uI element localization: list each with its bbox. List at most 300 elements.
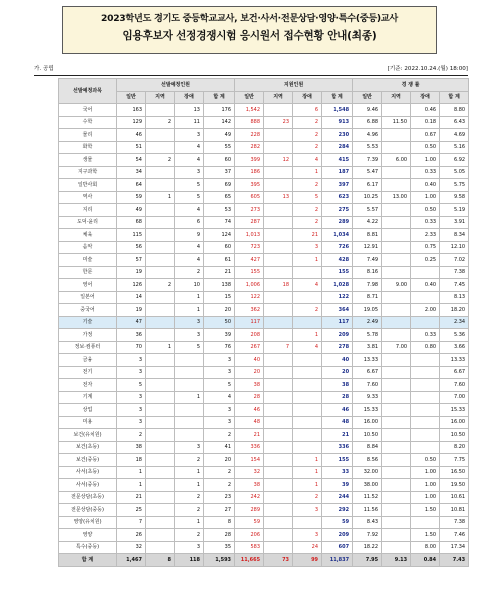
applicants-general-cell: 289 xyxy=(235,504,264,517)
ratio-disability-cell xyxy=(411,366,440,379)
planned-regional-cell: 8 xyxy=(146,554,175,567)
applicants-general-cell: 336 xyxy=(235,441,264,454)
applicants-total-cell: 117 xyxy=(322,316,353,329)
applicants-general-cell: 117 xyxy=(235,316,264,329)
applicants-general-cell: 28 xyxy=(235,391,264,404)
ratio-total-cell: 6.92 xyxy=(440,154,469,167)
subject-cell: 수학 xyxy=(59,116,117,129)
applicants-regional-cell: 23 xyxy=(264,116,293,129)
ratio-total-cell: 7.75 xyxy=(440,454,469,467)
applicants-regional-cell xyxy=(264,454,293,467)
ratio-general-cell: 8.81 xyxy=(353,229,382,242)
applicants-total-cell: 913 xyxy=(322,116,353,129)
header-general: 일반 xyxy=(235,91,264,104)
ratio-general-cell: 13.33 xyxy=(353,354,382,367)
ratio-total-cell: 8.34 xyxy=(440,229,469,242)
planned-total-cell: 61 xyxy=(204,254,235,267)
applicants-total-cell: 275 xyxy=(322,204,353,217)
applicants-regional-cell xyxy=(264,379,293,392)
meta-row xyxy=(34,64,468,74)
planned-disability-cell: 1 xyxy=(175,516,204,529)
ratio-regional-cell xyxy=(382,391,411,404)
applicants-disability-cell: 2 xyxy=(293,304,322,317)
table-row xyxy=(59,416,469,429)
planned-disability-cell: 2 xyxy=(175,266,204,279)
planned-total-cell: 23 xyxy=(204,491,235,504)
ratio-regional-cell xyxy=(382,416,411,429)
applicants-total-cell: 46 xyxy=(322,404,353,417)
table-row xyxy=(59,366,469,379)
ratio-regional-cell: 13.00 xyxy=(382,191,411,204)
table-row xyxy=(59,479,469,492)
ratio-regional-cell xyxy=(382,491,411,504)
header-disability: 장애 xyxy=(175,91,204,104)
table-row xyxy=(59,204,469,217)
table-body xyxy=(59,104,469,567)
planned-regional-cell: 1 xyxy=(146,341,175,354)
subject-cell: 물리 xyxy=(59,129,117,142)
planned-general-cell: 56 xyxy=(117,241,146,254)
ratio-general-cell: 6.17 xyxy=(353,179,382,192)
applicants-total-cell: 38 xyxy=(322,379,353,392)
ratio-general-cell: 7.60 xyxy=(353,379,382,392)
ratio-total-cell: 7.60 xyxy=(440,379,469,392)
applicants-total-cell: 40 xyxy=(322,354,353,367)
header-total: 합 계 xyxy=(440,91,469,104)
ratio-total-cell: 18.20 xyxy=(440,304,469,317)
planned-regional-cell xyxy=(146,254,175,267)
applicants-total-cell: 59 xyxy=(322,516,353,529)
ratio-total-cell: 7.38 xyxy=(440,516,469,529)
applicants-disability-cell: 21 xyxy=(293,229,322,242)
planned-disability-cell xyxy=(175,354,204,367)
planned-regional-cell xyxy=(146,516,175,529)
planned-total-cell: 5 xyxy=(204,379,235,392)
planned-regional-cell xyxy=(146,504,175,517)
subject-cell: 금융 xyxy=(59,354,117,367)
ratio-disability-cell: 1.50 xyxy=(411,504,440,517)
ratio-total-cell: 7.38 xyxy=(440,266,469,279)
ratio-general-cell: 5.78 xyxy=(353,329,382,342)
applicants-general-cell: 888 xyxy=(235,116,264,129)
applicants-regional-cell xyxy=(264,329,293,342)
planned-disability-cell: 13 xyxy=(175,104,204,117)
ratio-general-cell: 16.00 xyxy=(353,416,382,429)
subject-cell: 전문상담(초등) xyxy=(59,491,117,504)
ratio-total-cell: 7.46 xyxy=(440,529,469,542)
planned-total-cell: 20 xyxy=(204,304,235,317)
planned-general-cell: 26 xyxy=(117,529,146,542)
applicants-total-cell: 155 xyxy=(322,454,353,467)
table-row xyxy=(59,541,469,554)
ratio-disability-cell: 0.40 xyxy=(411,279,440,292)
planned-general-cell: 36 xyxy=(117,329,146,342)
planned-disability-cell: 9 xyxy=(175,229,204,242)
ratio-regional-cell xyxy=(382,104,411,117)
ratio-disability-cell: 0.80 xyxy=(411,341,440,354)
subject-cell: 합 계 xyxy=(59,554,117,567)
subject-cell: 보건(중등) xyxy=(59,454,117,467)
planned-disability-cell: 5 xyxy=(175,191,204,204)
applicants-regional-cell xyxy=(264,304,293,317)
table-row xyxy=(59,216,469,229)
header-disability: 장애 xyxy=(293,91,322,104)
applicants-general-cell: 48 xyxy=(235,416,264,429)
ratio-disability-cell: 0.75 xyxy=(411,241,440,254)
ratio-regional-cell xyxy=(382,254,411,267)
table-row xyxy=(59,191,469,204)
ratio-regional-cell xyxy=(382,129,411,142)
applicants-disability-cell: 5 xyxy=(293,191,322,204)
ratio-general-cell: 9.46 xyxy=(353,104,382,117)
planned-general-cell: 3 xyxy=(117,354,146,367)
planned-general-cell: 57 xyxy=(117,254,146,267)
applicants-disability-cell: 2 xyxy=(293,491,322,504)
planned-regional-cell xyxy=(146,454,175,467)
planned-total-cell: 3 xyxy=(204,354,235,367)
applicants-regional-cell xyxy=(264,179,293,192)
planned-disability-cell: 3 xyxy=(175,316,204,329)
planned-total-cell: 60 xyxy=(204,154,235,167)
applicants-regional-cell xyxy=(264,141,293,154)
planned-general-cell: 5 xyxy=(117,379,146,392)
applicants-total-cell: 292 xyxy=(322,504,353,517)
applicants-disability-cell: 1 xyxy=(293,254,322,267)
planned-disability-cell: 4 xyxy=(175,254,204,267)
planned-regional-cell xyxy=(146,241,175,254)
planned-general-cell: 1 xyxy=(117,466,146,479)
ratio-regional-cell xyxy=(382,304,411,317)
ratio-disability-cell xyxy=(411,291,440,304)
planned-general-cell: 47 xyxy=(117,316,146,329)
table-row xyxy=(59,404,469,417)
applicants-total-cell: 20 xyxy=(322,366,353,379)
applicants-total-cell: 284 xyxy=(322,141,353,154)
ratio-general-cell: 3.81 xyxy=(353,341,382,354)
applicants-total-cell: 607 xyxy=(322,541,353,554)
table-row xyxy=(59,304,469,317)
ratio-disability-cell: 1.00 xyxy=(411,479,440,492)
planned-general-cell: 49 xyxy=(117,204,146,217)
subject-cell: 상업 xyxy=(59,404,117,417)
divider xyxy=(34,75,468,76)
planned-total-cell: 39 xyxy=(204,329,235,342)
planned-general-cell: 7 xyxy=(117,516,146,529)
applicants-general-cell: 1,542 xyxy=(235,104,264,117)
ratio-general-cell: 4.96 xyxy=(353,129,382,142)
ratio-disability-cell: 0.67 xyxy=(411,129,440,142)
ratio-general-cell: 5.47 xyxy=(353,166,382,179)
planned-regional-cell xyxy=(146,366,175,379)
planned-regional-cell: 1 xyxy=(146,191,175,204)
planned-disability-cell: 3 xyxy=(175,129,204,142)
ratio-disability-cell xyxy=(411,379,440,392)
applicants-general-cell: 206 xyxy=(235,529,264,542)
subject-cell: 보건(유치원) xyxy=(59,429,117,442)
applicants-regional-cell xyxy=(264,254,293,267)
subject-cell: 기계 xyxy=(59,391,117,404)
ratio-general-cell: 7.95 xyxy=(353,554,382,567)
ratio-regional-cell xyxy=(382,329,411,342)
applicants-regional-cell xyxy=(264,266,293,279)
subject-cell: 음악 xyxy=(59,241,117,254)
ratio-disability-cell: 0.50 xyxy=(411,454,440,467)
planned-general-cell: 163 xyxy=(117,104,146,117)
applicants-total-cell: 278 xyxy=(322,341,353,354)
planned-disability-cell: 2 xyxy=(175,491,204,504)
applicants-regional-cell: 13 xyxy=(264,191,293,204)
planned-disability-cell: 4 xyxy=(175,241,204,254)
planned-regional-cell xyxy=(146,266,175,279)
applicants-disability-cell xyxy=(293,266,322,279)
planned-general-cell: 59 xyxy=(117,191,146,204)
planned-total-cell: 41 xyxy=(204,441,235,454)
ratio-total-cell: 8.80 xyxy=(440,104,469,117)
title-box xyxy=(62,6,437,54)
planned-total-cell: 3 xyxy=(204,416,235,429)
ratio-disability-cell: 0.33 xyxy=(411,329,440,342)
applicants-total-cell: 33 xyxy=(322,466,353,479)
planned-regional-cell xyxy=(146,404,175,417)
ratio-disability-cell xyxy=(411,354,440,367)
table-row xyxy=(59,141,469,154)
applicants-disability-cell: 1 xyxy=(293,466,322,479)
total-row xyxy=(59,554,469,567)
subject-cell: 일반사회 xyxy=(59,179,117,192)
applicants-disability-cell xyxy=(293,516,322,529)
header-regional: 지역 xyxy=(264,91,293,104)
planned-total-cell: 37 xyxy=(204,166,235,179)
ratio-disability-cell: 1.50 xyxy=(411,529,440,542)
ratio-regional-cell xyxy=(382,366,411,379)
planned-regional-cell xyxy=(146,479,175,492)
ratio-total-cell: 8.20 xyxy=(440,441,469,454)
table-row xyxy=(59,129,469,142)
section-label: 가. 공립 xyxy=(34,66,54,72)
applicants-regional-cell xyxy=(264,354,293,367)
applicants-regional-cell xyxy=(264,466,293,479)
ratio-total-cell: 6.67 xyxy=(440,366,469,379)
ratio-regional-cell xyxy=(382,404,411,417)
applicants-disability-cell xyxy=(293,379,322,392)
planned-total-cell: 2 xyxy=(204,429,235,442)
planned-regional-cell xyxy=(146,541,175,554)
ratio-regional-cell: 7.00 xyxy=(382,341,411,354)
ratio-total-cell: 10.61 xyxy=(440,491,469,504)
applicants-general-cell: 11,665 xyxy=(235,554,264,567)
ratio-total-cell: 5.16 xyxy=(440,141,469,154)
applicants-general-cell: 273 xyxy=(235,204,264,217)
applicants-general-cell: 59 xyxy=(235,516,264,529)
applicants-disability-cell: 4 xyxy=(293,341,322,354)
applicants-regional-cell xyxy=(264,216,293,229)
planned-regional-cell xyxy=(146,204,175,217)
planned-regional-cell: 2 xyxy=(146,116,175,129)
applicants-regional-cell xyxy=(264,541,293,554)
planned-total-cell: 74 xyxy=(204,216,235,229)
applicants-total-cell: 11,837 xyxy=(322,554,353,567)
subject-cell: 보건(초등) xyxy=(59,441,117,454)
table-row xyxy=(59,491,469,504)
header-disability: 장애 xyxy=(411,91,440,104)
table-row xyxy=(59,291,469,304)
ratio-total-cell: 3.91 xyxy=(440,216,469,229)
ratio-general-cell: 6.67 xyxy=(353,366,382,379)
applicants-regional-cell xyxy=(264,404,293,417)
planned-general-cell: 1 xyxy=(117,479,146,492)
applicants-disability-cell: 24 xyxy=(293,541,322,554)
subject-cell: 미용 xyxy=(59,416,117,429)
planned-regional-cell xyxy=(146,429,175,442)
applicants-general-cell: 20 xyxy=(235,366,264,379)
planned-disability-cell: 11 xyxy=(175,116,204,129)
planned-general-cell: 64 xyxy=(117,179,146,192)
planned-total-cell: 55 xyxy=(204,141,235,154)
planned-regional-cell xyxy=(146,216,175,229)
ratio-general-cell: 7.92 xyxy=(353,529,382,542)
subject-cell: 역사 xyxy=(59,191,117,204)
ratio-general-cell: 10.25 xyxy=(353,191,382,204)
applicants-regional-cell xyxy=(264,366,293,379)
planned-total-cell: 53 xyxy=(204,204,235,217)
applicants-general-cell: 228 xyxy=(235,129,264,142)
planned-disability-cell: 2 xyxy=(175,529,204,542)
subject-cell: 생물 xyxy=(59,154,117,167)
ratio-general-cell: 8.71 xyxy=(353,291,382,304)
planned-general-cell: 129 xyxy=(117,116,146,129)
planned-general-cell: 3 xyxy=(117,366,146,379)
header-total: 합 계 xyxy=(204,91,235,104)
applicants-total-cell: 289 xyxy=(322,216,353,229)
planned-general-cell: 21 xyxy=(117,491,146,504)
planned-disability-cell: 118 xyxy=(175,554,204,567)
ratio-total-cell: 8.13 xyxy=(440,291,469,304)
subject-cell: 국어 xyxy=(59,104,117,117)
ratio-general-cell: 6.88 xyxy=(353,116,382,129)
planned-regional-cell xyxy=(146,354,175,367)
applicants-disability-cell xyxy=(293,354,322,367)
ratio-total-cell: 2.34 xyxy=(440,316,469,329)
applicants-general-cell: 399 xyxy=(235,154,264,167)
reference-date: [기준: 2022.10.24.(월) 18:00] xyxy=(387,66,468,72)
planned-regional-cell xyxy=(146,141,175,154)
applicants-disability-cell xyxy=(293,366,322,379)
planned-regional-cell xyxy=(146,379,175,392)
applicants-total-cell: 623 xyxy=(322,191,353,204)
ratio-disability-cell: 8.00 xyxy=(411,541,440,554)
planned-total-cell: 138 xyxy=(204,279,235,292)
ratio-regional-cell xyxy=(382,354,411,367)
applicants-disability-cell: 1 xyxy=(293,454,322,467)
applicants-regional-cell xyxy=(264,291,293,304)
ratio-disability-cell xyxy=(411,441,440,454)
table-row xyxy=(59,254,469,267)
planned-general-cell: 19 xyxy=(117,304,146,317)
table-row xyxy=(59,116,469,129)
planned-total-cell: 65 xyxy=(204,191,235,204)
subject-cell: 전문상담(중등) xyxy=(59,504,117,517)
planned-general-cell: 19 xyxy=(117,266,146,279)
applicants-total-cell: 364 xyxy=(322,304,353,317)
table-row xyxy=(59,441,469,454)
planned-regional-cell xyxy=(146,441,175,454)
ratio-regional-cell xyxy=(382,441,411,454)
applicants-regional-cell xyxy=(264,129,293,142)
table-row xyxy=(59,241,469,254)
planned-disability-cell: 1 xyxy=(175,391,204,404)
ratio-disability-cell: 1.00 xyxy=(411,491,440,504)
applicants-general-cell: 208 xyxy=(235,329,264,342)
planned-disability-cell: 4 xyxy=(175,154,204,167)
ratio-general-cell: 15.33 xyxy=(353,404,382,417)
planned-total-cell: 3 xyxy=(204,366,235,379)
applicants-general-cell: 32 xyxy=(235,466,264,479)
applicants-general-cell: 287 xyxy=(235,216,264,229)
planned-regional-cell xyxy=(146,229,175,242)
applicants-disability-cell: 3 xyxy=(293,529,322,542)
subject-cell: 지리 xyxy=(59,204,117,217)
planned-disability-cell: 1 xyxy=(175,304,204,317)
planned-general-cell: 54 xyxy=(117,154,146,167)
subject-cell: 화학 xyxy=(59,141,117,154)
ratio-disability-cell xyxy=(411,316,440,329)
subject-cell: 특수(중등) xyxy=(59,541,117,554)
ratio-regional-cell xyxy=(382,266,411,279)
applicants-general-cell: 1,013 xyxy=(235,229,264,242)
subject-cell: 가정 xyxy=(59,329,117,342)
ratio-disability-cell: 1.00 xyxy=(411,154,440,167)
ratio-disability-cell xyxy=(411,266,440,279)
applicants-total-cell: 397 xyxy=(322,179,353,192)
ratio-total-cell: 13.33 xyxy=(440,354,469,367)
ratio-regional-cell xyxy=(382,454,411,467)
subject-cell: 전기 xyxy=(59,366,117,379)
planned-general-cell: 32 xyxy=(117,541,146,554)
planned-total-cell: 1,593 xyxy=(204,554,235,567)
ratio-disability-cell: 0.46 xyxy=(411,104,440,117)
applicants-disability-cell: 2 xyxy=(293,216,322,229)
planned-disability-cell: 4 xyxy=(175,204,204,217)
applicants-regional-cell xyxy=(264,491,293,504)
planned-regional-cell: 2 xyxy=(146,154,175,167)
planned-disability-cell: 4 xyxy=(175,141,204,154)
ratio-disability-cell: 0.50 xyxy=(411,141,440,154)
subject-cell: 기술 xyxy=(59,316,117,329)
applicants-disability-cell xyxy=(293,391,322,404)
ratio-general-cell: 2.49 xyxy=(353,316,382,329)
ratio-general-cell: 4.22 xyxy=(353,216,382,229)
title-line1: 2023학년도 경기도 중등학교교사, 보건·사서·전문상담·영양·특수(중등)교사 xyxy=(101,13,398,24)
applicants-disability-cell xyxy=(293,441,322,454)
ratio-total-cell: 19.50 xyxy=(440,479,469,492)
ratio-total-cell: 7.02 xyxy=(440,254,469,267)
planned-total-cell: 60 xyxy=(204,241,235,254)
ratio-regional-cell xyxy=(382,541,411,554)
subject-cell: 중국어 xyxy=(59,304,117,317)
table-row xyxy=(59,316,469,329)
table-row xyxy=(59,341,469,354)
subject-cell: 한문 xyxy=(59,266,117,279)
title-line2: 임용후보자 선정경쟁시험 응시원서 접수현황 안내(최종) xyxy=(122,30,377,42)
ratio-general-cell: 11.56 xyxy=(353,504,382,517)
applicants-general-cell: 583 xyxy=(235,541,264,554)
applicants-regional-cell xyxy=(264,166,293,179)
applicants-regional-cell: 73 xyxy=(264,554,293,567)
planned-regional-cell xyxy=(146,129,175,142)
ratio-total-cell: 3.66 xyxy=(440,341,469,354)
ratio-general-cell: 5.53 xyxy=(353,141,382,154)
subject-cell: 지구과학 xyxy=(59,166,117,179)
